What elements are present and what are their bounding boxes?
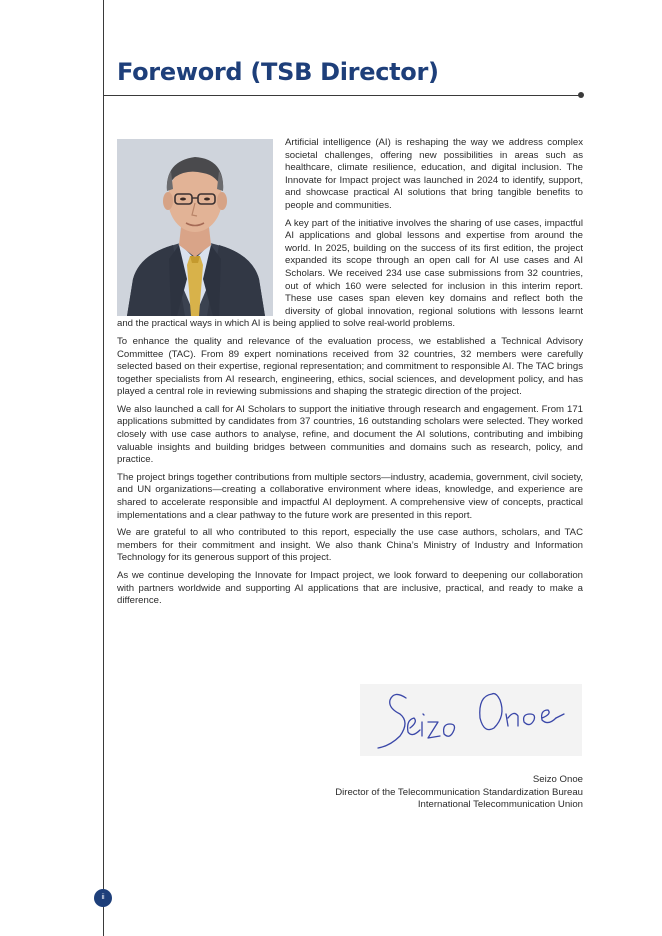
paragraph-2: A key part of the initiative involves the sharing of use cases, impactful AI applications and global lessons and expertise from around the world. In 2025, building on the success of its first edition, the project expanded its scope through an open call for AI use cases and AI Scholars. We received 234 use case submissions from 32 countries, out of which 160 were selected for inclusion in this interim report. These use cases span eleven key domains and reflect both the diversity of global innovation, regional solutions with lessons learnt and the practical ways in which AI is being applied to solve real-world problems. [117,217,583,330]
signatory-title: Director of the Telecommunication Standardization Bureau [335,786,583,798]
left-margin-rule [103,0,104,936]
handwritten-signature [360,684,582,756]
paragraph-7: As we continue developing the Innovate for Impact project, we look forward to deepening our collaboration with partners worldwide and supporting AI applications that are inclusive, practical, and ready to make a difference. [117,570,583,607]
paragraph-4: We also launched a call for AI Scholars to support the initiative through research and engagement. From 171 applications submitted by candidates from 37 countries, 16 outstanding scholars were selected. They worked closely with use case authors to analyse, refine, and document the AI solutions, contributing and imbibing valuable insights and building bridges between communities and domains such as research, policy, and practice. [117,403,583,466]
paragraph-3: To enhance the quality and relevance of the evaluation process, we established a Technical Advisory Committee (TAC). From 89 expert nominations received from 32 countries, 32 members were carefully selected based on their expertise, regional representation; and commitment to responsible AI. The TAC brings together specialists from AI research, engineering, ethics, social sciences, and development policy, and has played a central role in reviewing submissions and shaping the strategic direction of the project. [117,335,583,398]
director-portrait-photo [117,139,273,316]
page-title: Foreword (TSB Director) [117,58,439,86]
paragraph-6: We are grateful to all who contributed to this report, especially the use case authors, scholars, and TAC members for their commitment and insight. We also thank China’s Ministry of Industry and Information Technology for its generous support of this project. [117,527,583,564]
signatory-name: Seizo Onoe [532,774,583,785]
page-number-badge: ii [94,889,112,907]
title-underline [103,95,581,96]
signatory-organization: International Telecommunication Union [417,799,583,811]
paragraph-1: Artificial intelligence (AI) is reshaping the way we address complex societal challenges, offering new possibilities in areas such as healthcare, climate resilience, education, and digital inclusion. The Innovate for Impact project was launched in 2024 to identify, support, and showcase practical AI solutions that bring tangible benefits to people and communities. [285,137,583,211]
foreword-body [117,137,583,613]
signature-block [335,774,583,812]
paragraph-5: The project brings together contributions from multiple sectors—industry, academia, government, civil society, and UN organizations—creating a collaborative environment where ideas, knowledge, and experience are shared to accelerate responsible and impactful AI deployment. A comprehensive view of concepts, practical implementations and a clear pathway to the future work are presented in this report. [117,471,583,521]
title-underline-dot [578,92,584,98]
